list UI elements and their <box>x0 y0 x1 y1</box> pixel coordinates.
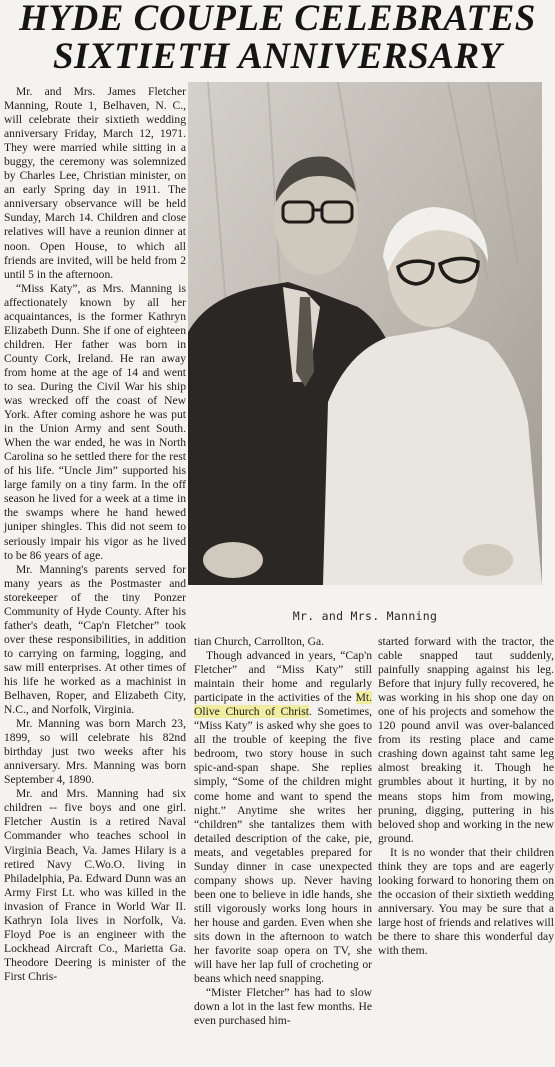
photo-caption: Mr. and Mrs. Manning <box>292 609 438 623</box>
article-column-2 <box>194 635 372 1028</box>
article-paragraph: started forward with the tractor, the cable snapped taut suddenly, painfully snapping against his leg. Before that injury fully recovered, he was working in his shop one day on one of his projects and somehow the 120 pound anvil was over-balanced from its resting place and came crashing down against taht same leg almost breaking it. Though he grumbles about it hurting, it by no means stops him from mowing, pruning, digging, puttering in his beloved shop and working in the new ground. <box>378 635 554 845</box>
article-column-3 <box>378 635 554 958</box>
article-paragraph: Mr. and Mrs. James Fletcher Manning, Route 1, Belhaven, N. C., will celebrate their sixtieth wedding anniversary Friday, March 12, 1971. They were married while sitting in a buggy, the ceremony was solemnized by Charles Lee, Christian minister, on an early Spring day in 1911. The anniversary observance will be held Sunday, March 14. Children and close relatives will have a reunion dinner at noon. Open House, to which all friends are invited, will be held from 2 until 5 in the afternoon. <box>4 85 186 281</box>
article-paragraph: “Miss Katy”, as Mrs. Manning is affectionately known by all her acquaintances, is the former Kathryn Elizabeth Dunn. She if one of eighteen children. Her father was born in County Cork, Ireland. He ran away from home at the age of 14 and went to sea. During the Civil War his ship was wrecked off the coast of New York. After coming ashore he was put in the Union Army and sent South. When the war ended, he was in North Carolina so he settled there for the rest of his life. “Uncle Jim” supported his large family on a tiny farm. In the off season he lived for a week at a time in the swamps where he hand hewed juniper shingles. This did not seem to seriously impair his vigor as he lived to be 86 years of age. <box>4 281 186 562</box>
article-paragraph: tian Church, Carrollton, Ga. <box>194 635 325 648</box>
headline <box>0 0 555 76</box>
article-column-1 <box>4 85 186 984</box>
article-paragraph: “Mister Fletcher” has had to slow down a lot in the last few months. He even purchased him- <box>194 986 372 1028</box>
article-paragraph: Mr. and Mrs. Manning had six children -- five boys and one girl. Fletcher Austin is a retired Naval Commander who teaches school in Virginia Beach, Va. James Hilary is a retired Navy C.Wo.O. living in Philadelphia, Pa. Edward Dunn was an Army First Lt. who was killed in the invasion of France in World War II. Kathryn Iola lives in Norfolk, Va. Floyd Poe is an engineer with the Lockhead Aircraft Co., Marietta Ga. Theodore Deering is minister of the First Chris- <box>4 787 186 983</box>
article-paragraph: Though advanced in years, “Cap'n Fletcher” and “Miss Katy” still maintain their home and regularly participate in the activities of the Mt. Olive Church of Christ. Sometimes, “Miss Katy” is asked why she goes to all the trouble of keeping the five bedroom, two story house in such spic-and-span shape. She replies simply, “Some of the children might come home and want to spend the night.” Anytime she writes her “children” she tantalizes them with detailed description of the cake, pie, meats, and vegetables prepared for Sunday dinner in case unexpected company shows up. Never having been one to believe in idle hands, she still vigorously works long hours in her house and garden. Even when she sits down in the afternoon to watch her favorite soap opera on TV, she will have her lap full of crocheting or beans which need snapping. <box>194 649 372 986</box>
couple-photo <box>188 82 542 585</box>
article-paragraph: Mr. Manning's parents served for many years as the Postmaster and storekeeper of the tiny Ponzer Community of Hyde County. After his father's death, “Cap'n Fletcher” took over these responsibilities, in addition to carrying on farming, logging, and saw mill enterprises. At other times of his life he worked as a machinist in Belhaven, Roper, and Elizabeth City, N.C., and Norfolk, Virginia. <box>4 562 186 717</box>
highlighted-church-name: Mt. Olive Church of Christ <box>194 691 372 719</box>
headline-line-1: HYDE COUPLE CELEBRATES <box>19 0 536 39</box>
headline-line-2: SIXTIETH ANNIVERSARY <box>52 36 502 77</box>
article-paragraph: It is no wonder that their children think they are tops and are eagerly looking forward to honoring them on the occasion of their sixtieth wedding anniversary. You may be sure that a large host of friends and relatives will be there to share this wonderful day with them. <box>378 845 554 958</box>
article-paragraph: Mr. Manning was born March 23, 1899, so will celebrate his 82nd birthday just two weeks after his anniversary. Mrs. Manning was born September 4, 1890. <box>4 717 186 787</box>
